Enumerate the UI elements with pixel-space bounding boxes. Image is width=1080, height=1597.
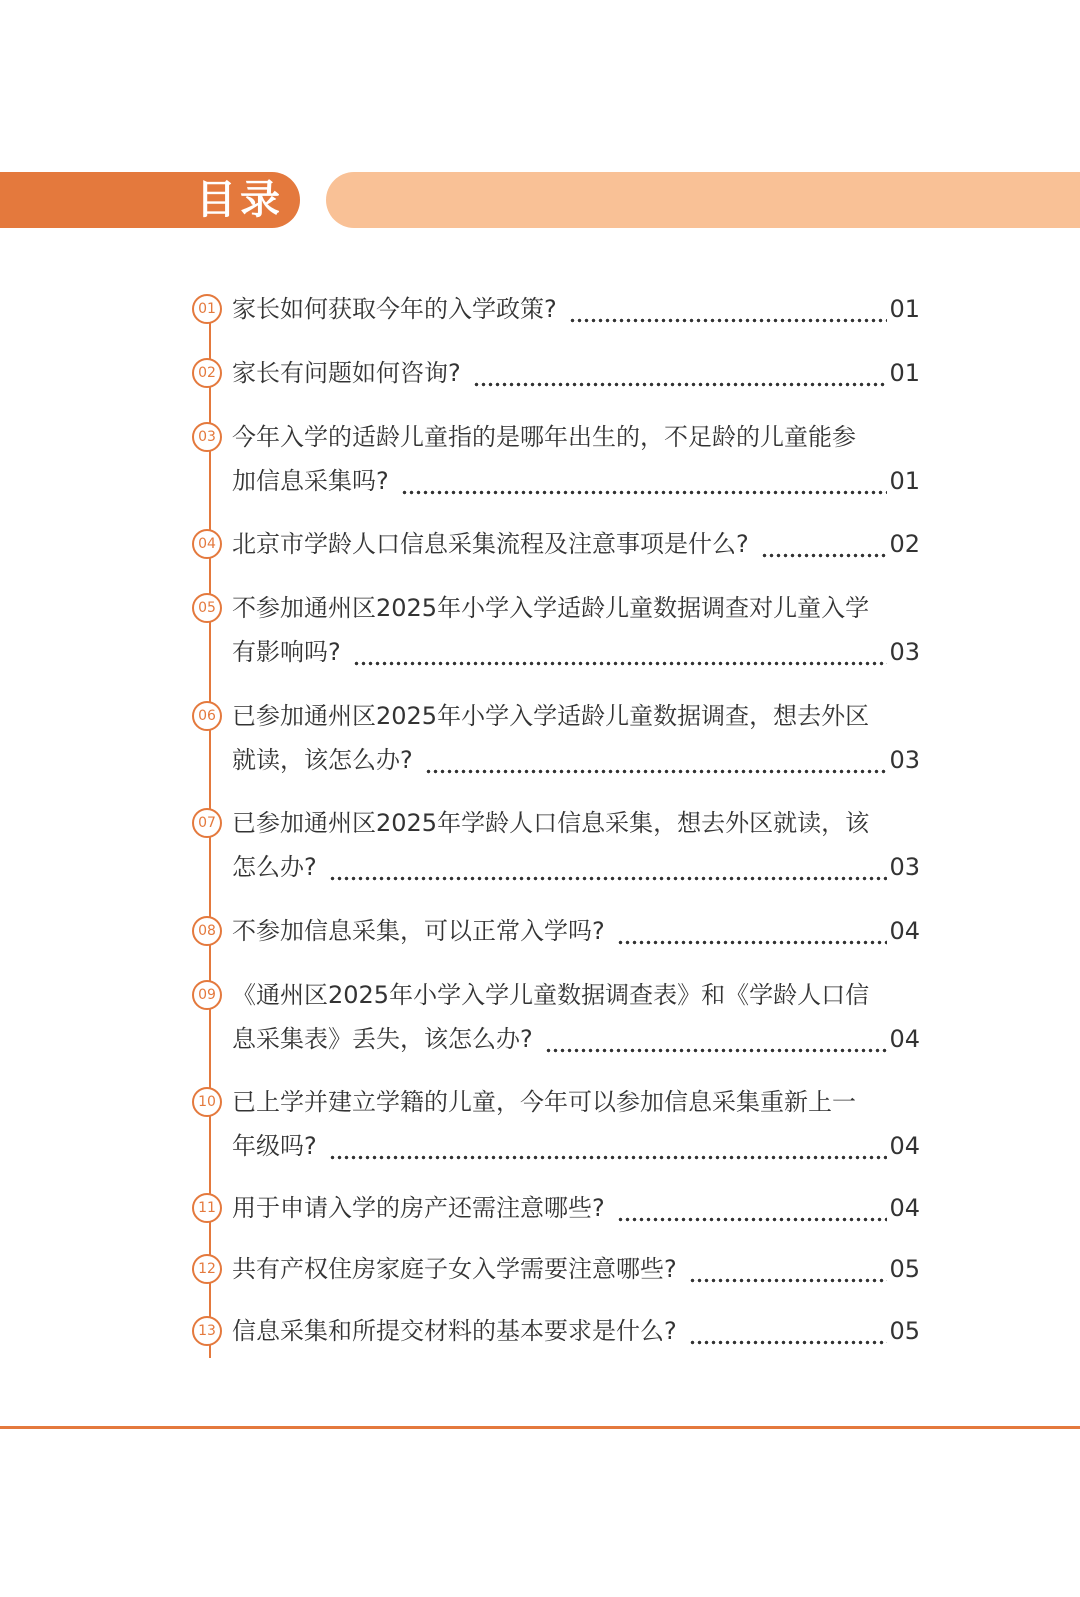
toc-number-badge: 05 bbox=[192, 593, 222, 623]
toc-item-title: 不参加信息采集，可以正常入学吗? bbox=[232, 917, 605, 945]
toc-number-badge: 06 bbox=[192, 701, 222, 731]
toc-page-number: 04 bbox=[889, 1025, 920, 1053]
toc-item-title: 北京市学龄人口信息采集流程及注意事项是什么? bbox=[232, 530, 749, 558]
toc-item-title: 家长如何获取今年的入学政策? bbox=[232, 295, 557, 323]
toc-item-title: 加信息采集吗? bbox=[232, 467, 389, 495]
dot-leader bbox=[689, 1247, 888, 1291]
toc-item-title: 用于申请入学的房产还需注意哪些? bbox=[232, 1194, 605, 1222]
toc-page-number: 04 bbox=[889, 917, 920, 945]
toc-item-title: 共有产权住房家庭子女入学需要注意哪些? bbox=[232, 1255, 677, 1283]
toc-page-number: 03 bbox=[889, 853, 920, 881]
toc-page-number: 01 bbox=[889, 359, 920, 387]
page-title: 目录 bbox=[196, 177, 284, 223]
toc-item-title-line1: 已参加通州区2025年小学入学适龄儿童数据调查，想去外区 bbox=[232, 702, 870, 730]
dot-leader bbox=[329, 845, 888, 889]
toc-item-title-line1: 今年入学的适龄儿童指的是哪年出生的，不足龄的儿童能参 bbox=[232, 423, 856, 451]
toc-number-badge: 02 bbox=[192, 358, 222, 388]
dot-leader bbox=[353, 630, 888, 674]
dot-leader bbox=[473, 351, 888, 395]
toc-page-number: 05 bbox=[889, 1255, 920, 1283]
dot-leader bbox=[425, 738, 888, 782]
toc-item-title-line1: 《通州区2025年小学入学儿童数据调查表》和《学龄人口信 bbox=[232, 981, 870, 1009]
toc-number-badge: 13 bbox=[192, 1316, 222, 1346]
dot-leader bbox=[617, 1186, 888, 1230]
footer-divider bbox=[0, 1426, 1080, 1429]
toc-item-title: 信息采集和所提交材料的基本要求是什么? bbox=[232, 1317, 677, 1345]
toc-item-title-line1: 已参加通州区2025年学龄人口信息采集，想去外区就读，该 bbox=[232, 809, 870, 837]
toc-item-title: 家长有问题如何咨询? bbox=[232, 359, 461, 387]
toc-page-number: 01 bbox=[889, 467, 920, 495]
toc-item-title: 怎么办? bbox=[232, 853, 317, 881]
toc-number-badge: 08 bbox=[192, 916, 222, 946]
dot-leader bbox=[329, 1124, 888, 1168]
toc-page-number: 04 bbox=[889, 1132, 920, 1160]
toc-item-title-line1: 不参加通州区2025年小学入学适龄儿童数据调查对儿童入学 bbox=[232, 594, 870, 622]
toc-page-number: 03 bbox=[889, 638, 920, 666]
dot-leader bbox=[689, 1309, 888, 1353]
toc-item-title: 息采集表》丢失，该怎么办? bbox=[232, 1025, 533, 1053]
toc-item-title: 年级吗? bbox=[232, 1132, 317, 1160]
toc-item-title: 有影响吗? bbox=[232, 638, 341, 666]
dot-leader bbox=[761, 522, 888, 566]
toc-page-number: 05 bbox=[889, 1317, 920, 1345]
toc-number-badge: 01 bbox=[192, 294, 222, 324]
toc-number-badge: 11 bbox=[192, 1193, 222, 1223]
toc-item-title-line1: 已上学并建立学籍的儿童，今年可以参加信息采集重新上一 bbox=[232, 1088, 856, 1116]
toc-page-number: 02 bbox=[889, 530, 920, 558]
dot-leader bbox=[569, 287, 888, 331]
toc-page-number: 01 bbox=[889, 295, 920, 323]
toc-number-badge: 10 bbox=[192, 1087, 222, 1117]
dot-leader bbox=[617, 909, 888, 953]
toc-number-badge: 03 bbox=[192, 422, 222, 452]
toc-number-badge: 09 bbox=[192, 980, 222, 1010]
toc-item-title: 就读，该怎么办? bbox=[232, 746, 413, 774]
toc-page-number: 03 bbox=[889, 746, 920, 774]
dot-leader bbox=[545, 1017, 888, 1061]
toc-page-number: 04 bbox=[889, 1194, 920, 1222]
dot-leader bbox=[401, 459, 888, 503]
toc-number-badge: 12 bbox=[192, 1254, 222, 1284]
toc-number-badge: 04 bbox=[192, 529, 222, 559]
toc-number-badge: 07 bbox=[192, 808, 222, 838]
